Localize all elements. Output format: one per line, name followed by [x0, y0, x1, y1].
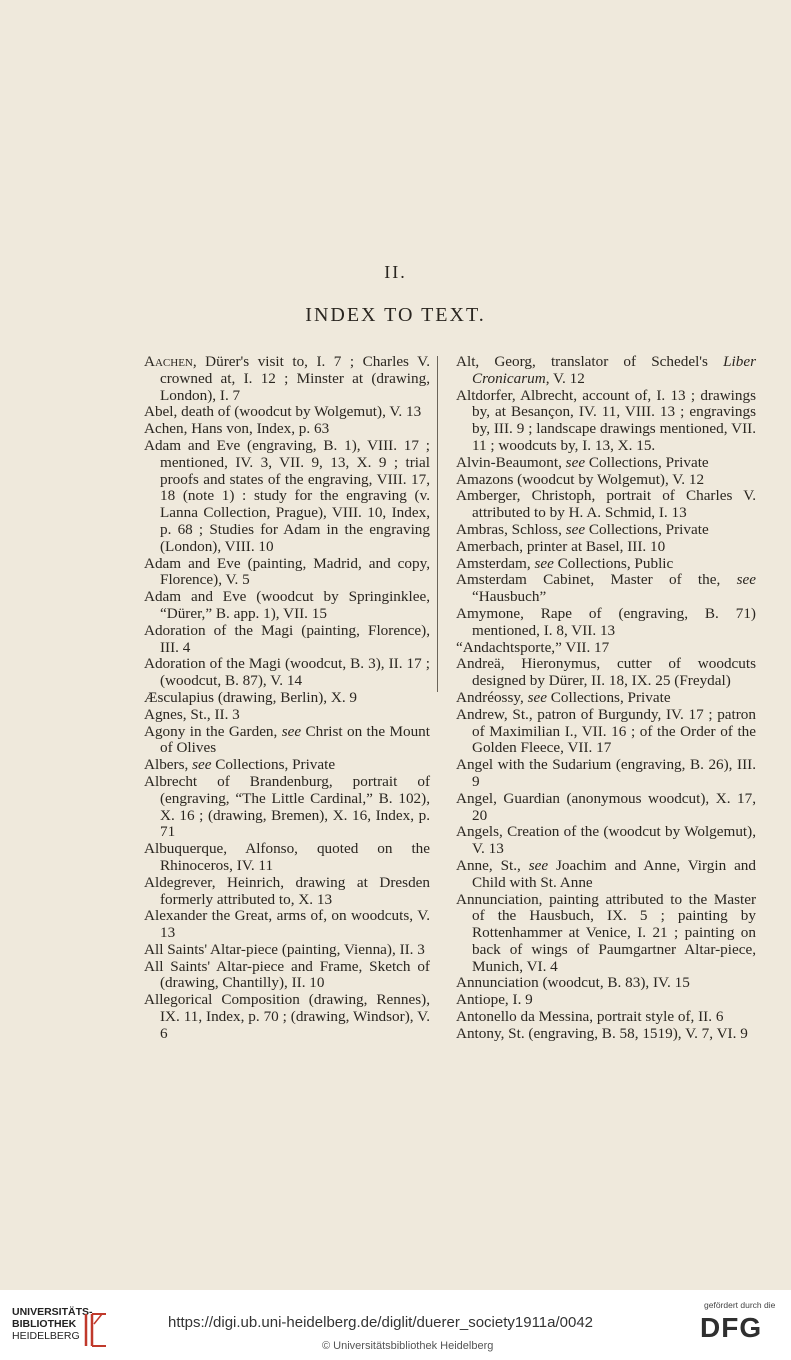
- index-entry-text: Collections, Public: [553, 554, 674, 572]
- index-entry-text: Antonello da Messina, portrait style of, II. 6: [456, 1008, 724, 1026]
- index-entry-text: see: [281, 722, 302, 740]
- index-entry-text: , V. 12: [545, 369, 585, 387]
- index-entry-text: Collections, Private: [585, 453, 709, 471]
- index-entry: [456, 824, 756, 858]
- index-entry-text: see: [565, 453, 586, 471]
- index-entry-text: Collections, Private: [585, 520, 709, 538]
- index-entry-text: Adam and Eve (engraving, B. 1), VIII. 17 ; mentioned, IV. 3, VII. 9, 13, X. 9 ; trial proofs and states of the engraving, VIII. 17, 18 (note 1) : study for the engraving (v. Lanna Collection, Prague), VIII. 10, Index, p. 68 ; Studies for Adam in the engraving (London), VIII. 10: [144, 436, 430, 555]
- index-entry-text: Collections, Private: [211, 756, 336, 774]
- index-entry: [144, 774, 430, 841]
- index-entry-text: see: [528, 856, 549, 874]
- library-logo-icon: [80, 1310, 110, 1350]
- index-entry: [456, 656, 756, 690]
- index-entry-text: Adam and Eve (painting, Madrid, and copy, Florence), V. 5: [144, 554, 430, 589]
- index-entry: [144, 556, 430, 590]
- index-entry: [456, 892, 756, 976]
- index-entry-text: Amsterdam,: [456, 554, 535, 572]
- index-entry: [456, 640, 756, 657]
- index-entry: [144, 707, 430, 724]
- index-entry-text: Adoration of the Magi (woodcut, B. 3), II. 17 ; (woodcut, B. 87), V. 14: [144, 655, 430, 690]
- index-entry-text: Joachim and Anne, Virgin and Child with St. Anne: [472, 856, 756, 891]
- library-name-line: HEIDELBERG: [12, 1330, 80, 1342]
- index-entry: [456, 455, 756, 472]
- index-entry-text: Ambras, Schloss,: [456, 520, 566, 538]
- index-entry-text: see: [534, 554, 554, 572]
- index-entry-text: Dürer's visit to, I. 7 ; Charles V. crowned at, I. 12 ; Minster at (drawing, London), I. 7: [160, 353, 430, 404]
- index-entry: [144, 354, 430, 404]
- index-entry: [144, 690, 430, 707]
- index-entry: [456, 975, 756, 992]
- index-entry-text: Abel, death of (woodcut by Wolgemut), V. 13: [144, 403, 422, 421]
- index-entry: [456, 388, 756, 455]
- index-entry-text: Agony in the Garden,: [144, 722, 282, 740]
- index-entry-text: Andrew, St., patron of Burgundy, IV. 17 ; patron of Maximilian I., VII. 16 ; of the Order of the Golden Fleece, VII. 17: [456, 705, 756, 757]
- index-entry: [456, 522, 756, 539]
- index-entry-text: Andréossy,: [456, 688, 528, 706]
- index-entry: [456, 690, 756, 707]
- index-entry-text: Altdorfer, Albrecht, account of, I. 13 ; drawings by, at Besançon, IV. 11, VIII. 13 ; engravings by, III. 9 ; landscape drawings mentioned, VII. 11 ; woodcuts by, I. 13, X. 15.: [456, 386, 756, 454]
- index-entry-text: Albers,: [144, 756, 193, 774]
- index-entry-text: Amerbach, printer at Basel, III. 10: [456, 537, 666, 555]
- copyright-text: © Universitätsbibliothek Heidelberg: [322, 1340, 494, 1352]
- index-entry-text: Alt, Georg, translator of Schedel's: [456, 353, 724, 370]
- index-entry-text: Allegorical Composition (drawing, Rennes), IX. 11, Index, p. 70 ; (drawing, Windsor), V. 6: [144, 991, 430, 1042]
- permalink-url-link[interactable]: https://digi.ub.uni-heidelberg.de/diglit/duerer_society1911a/0042: [168, 1314, 594, 1331]
- index-entry-text: Annunciation (woodcut, B. 83), IV. 15: [456, 974, 690, 992]
- column-divider: [437, 356, 438, 692]
- index-entry: [456, 757, 756, 791]
- index-entry: [456, 1026, 756, 1043]
- index-entry: [456, 354, 756, 388]
- index-column-left: [144, 354, 430, 1043]
- index-entry-text: Christ on the Mount of Olives: [160, 722, 430, 757]
- index-entry: [144, 656, 430, 690]
- index-entry: [144, 942, 430, 959]
- index-entry-text: Amazons (woodcut by Wolgemut), V. 12: [456, 470, 705, 488]
- index-entry-text: “Hausbuch”: [472, 588, 547, 606]
- index-entry: [144, 589, 430, 623]
- index-entry-text: Amberger, Christoph, portrait of Charles V. attributed to by H. A. Schmid, I. 13: [456, 487, 756, 522]
- index-column-right: [456, 354, 756, 1043]
- index-entry-text: Aachen,: [144, 353, 197, 370]
- index-entry-text: Albuquerque, Alfonso, quoted on the Rhinoceros, IV. 11: [144, 840, 430, 874]
- index-entry: [144, 841, 430, 875]
- index-entry-text: Amsterdam Cabinet, Master of the,: [456, 571, 737, 589]
- index-entry-text: All Saints' Altar-piece (painting, Vienna), II. 3: [144, 940, 425, 958]
- funding-label: gefördert durch die: [704, 1300, 776, 1310]
- dfg-logo: DFG: [700, 1312, 763, 1343]
- index-entry: [456, 858, 756, 892]
- index-entry: [144, 724, 430, 758]
- viewer-footer: [0, 1290, 791, 1360]
- index-entry-text: Adoration of the Magi (painting, Florence), III. 4: [144, 621, 430, 656]
- index-entry-text: Annunciation, painting attributed to the Master of the Hausbuch, IX. 5 ; painting by Rottenhammer at Venice, I. 21 ; painting on back of wings of Paumgartner Altar-piece, Munich, VI. 4: [456, 890, 756, 975]
- index-entry-text: Amymone, Rape of (engraving, B. 71) mentioned, I. 8, VII. 13: [456, 604, 756, 639]
- index-entry: [144, 404, 430, 421]
- index-entry-text: see: [736, 571, 756, 589]
- index-entry-text: Antony, St. (engraving, B. 58, 1519), V. 7, VI. 9: [456, 1024, 748, 1042]
- index-entry-text: Aldegrever, Heinrich, drawing at Dresden formerly attributed to, X. 13: [144, 873, 430, 908]
- index-entry: [456, 488, 756, 522]
- index-entry: [144, 908, 430, 942]
- index-entry-text: Collections, Private: [546, 688, 671, 706]
- index-entry-text: Alvin-Beaumont,: [456, 453, 566, 471]
- library-name-line: UNIVERSITÄTS-: [12, 1306, 93, 1318]
- index-entry: [144, 959, 430, 993]
- index-entry-text: Agnes, St., II. 3: [144, 705, 240, 723]
- section-numeral: II.: [384, 262, 407, 282]
- index-entry: [144, 438, 430, 556]
- index-entry: [456, 791, 756, 825]
- index-entry: [456, 556, 756, 573]
- index-entry-text: Angel with the Sudarium (engraving, B. 26), III. 9: [456, 756, 756, 790]
- index-entry: [456, 707, 756, 757]
- index-entry-text: Liber Cronicarum: [472, 353, 756, 387]
- index-entry: [144, 623, 430, 657]
- index-entry: [456, 606, 756, 640]
- index-entry: [456, 992, 756, 1009]
- index-entry-text: Achen, Hans von, Index, p. 63: [144, 420, 330, 438]
- index-entry-text: Albrecht of Brandenburg, portrait of (engraving, “The Little Cardinal,” B. 102), X. 16 ; (drawing, Bremen), X. 16, Index, p. 71: [144, 772, 430, 841]
- page-title: INDEX TO TEXT.: [305, 304, 486, 326]
- index-entry-text: Alexander the Great, arms of, on woodcuts, V. 13: [144, 907, 430, 942]
- index-entry-text: “Andachtsporte,” VII. 17: [456, 638, 610, 656]
- index-entry: [144, 421, 430, 438]
- index-entry: [144, 757, 430, 774]
- index-entry-text: Anne, St.,: [456, 856, 529, 874]
- index-entry-text: Antiope, I. 9: [456, 991, 533, 1009]
- index-entry: [456, 472, 756, 489]
- index-entry: [144, 992, 430, 1042]
- index-entry-text: see: [527, 688, 547, 706]
- index-entry: [456, 1009, 756, 1026]
- index-entry: [456, 539, 756, 556]
- index-entry-text: Angels, Creation of the (woodcut by Wolgemut), V. 13: [456, 823, 756, 858]
- index-entry-text: Adam and Eve (woodcut by Springinklee, “Dürer,” B. app. 1), VII. 15: [144, 588, 430, 622]
- index-entry: [144, 875, 430, 909]
- index-entry-text: see: [192, 756, 212, 774]
- index-entry-text: Æsculapius (drawing, Berlin), X. 9: [144, 688, 358, 706]
- library-name-line: BIBLIOTHEK: [12, 1318, 77, 1330]
- index-entry-text: All Saints' Altar-piece and Frame, Sketch of (drawing, Chantilly), II. 10: [144, 957, 430, 992]
- index-entry-text: see: [565, 520, 586, 538]
- index-entry-text: Angel, Guardian (anonymous woodcut), X. 17, 20: [456, 789, 756, 824]
- index-entry-text: Andreä, Hieronymus, cutter of woodcuts designed by Dürer, II. 18, IX. 25 (Freydal): [456, 655, 756, 690]
- index-entry: [456, 572, 756, 606]
